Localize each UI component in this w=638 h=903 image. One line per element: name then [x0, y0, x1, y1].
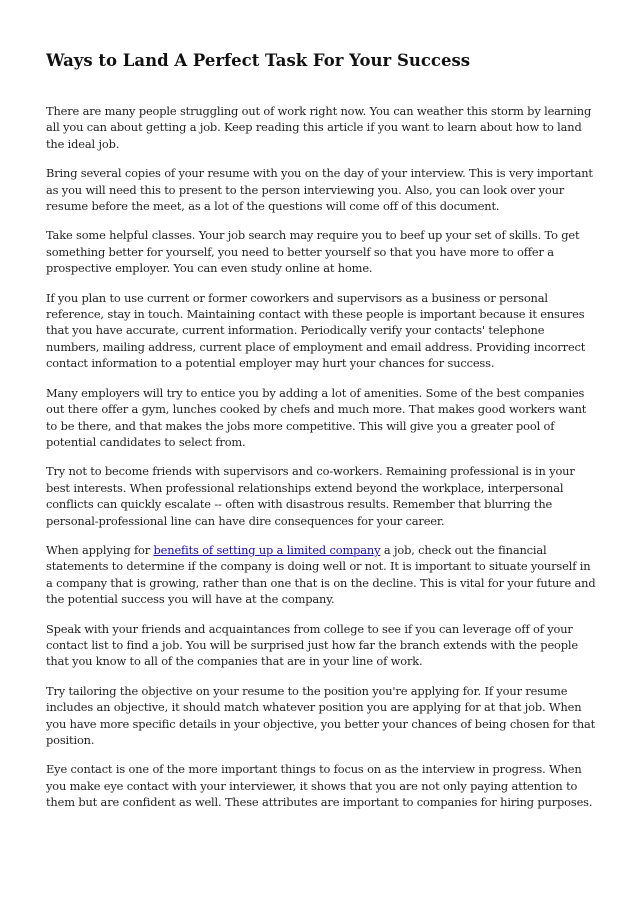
paragraph-classes: Take some helpful classes. Your job search may require you to beef up your set of skills. To get something better for yourself, you need to better yourself so that you have more to offer a prospective employer. You can even study online at home.: [46, 228, 580, 276]
paragraph-friends-coworkers: Try not to become friends with supervisors and co-workers. Remaining professional is in your best interests. When professional relationships extend beyond the workplace, interpersonal conflicts can quickly escalate -- often with disastrous results. Remember that blurring the personal-professional line can have dire consequences for your career.: [46, 464, 575, 528]
page-title: Ways to Land A Perfect Task For Your Success: [46, 51, 471, 70]
paragraph-eye-contact: Eye contact is one of the more important things to focus on as the interview in progress. When you make eye contact with your interviewer, it shows that you are not only paying attention to them but are confident as well. These attributes are important to companies for hiring purposes.: [46, 762, 593, 810]
paragraph-resume-copies: Bring several copies of your resume with you on the day of your interview. This is very important as you will need this to present to the person interviewing you. Also, you can look over your resume before the meet, as a lot of the questions will come off of this document.: [46, 166, 593, 214]
paragraph-financial-statements: [46, 542, 596, 608]
link-paragraph-before: When applying for: [46, 542, 154, 557]
document-page: [46, 48, 596, 824]
paragraph-references: If you plan to use current or former coworkers and supervisors as a business or personal reference, stay in touch. Maintaining contact with these people is important because it ensures that you have accurate, current information. Periodically verify your contacts' telephone numbers, mailing address, current place of employment and email address. Providing incorrect contact information to a potential employer may hurt your chances for success.: [46, 290, 586, 371]
paragraph-amenities: Many employers will try to entice you by adding a lot of amenities. Some of the best companies out there offer a gym, lunches cooked by chefs and much more. That makes good workers want to be there, and that makes the jobs more competitive. This will give you a greater pool of potential candidates to select from.: [46, 385, 587, 449]
paragraph-college-contacts: Speak with your friends and acquaintances from college to see if you can leverage off of your contact list to find a job. You will be surprised just how far the branch extends with the people that you know to all of the companies that are in your line of work.: [46, 621, 578, 669]
link-paragraph-after: a job, check out the financial statements to determine if the company is doing well or not. It is important to situate yourself in a company that is growing, rather than one that is on the decline. This is vital for your future and the potential success you will have at the company.: [46, 542, 596, 607]
paragraph-intro: There are many people struggling out of work right now. You can weather this storm by learning all you can about getting a job. Keep reading this article if you want to learn about how to land the ideal job.: [46, 104, 592, 151]
limited-company-link[interactable]: benefits of setting up a limited company: [153, 542, 381, 557]
paragraph-resume-objective: Try tailoring the objective on your resume to the position you're applying for. If your resume includes an objective, it should match whatever position you are applying for at that job. When you have more specific details in your objective, you better your chances of being chosen for that position.: [46, 683, 596, 747]
